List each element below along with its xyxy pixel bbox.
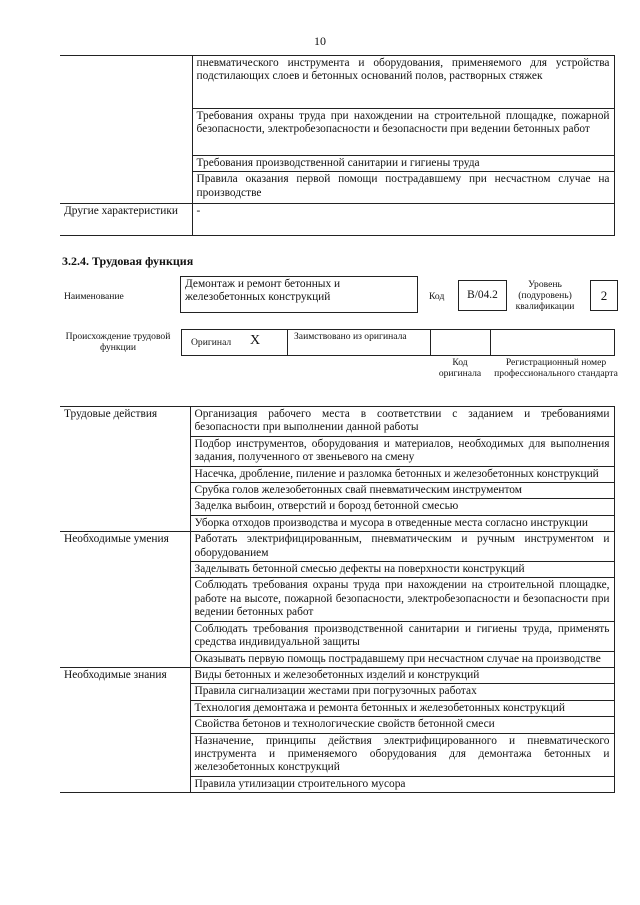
- requirement-cell: Требования производственной санитарии и гигиены труда: [192, 156, 614, 172]
- table-cell: Организация рабочего места в соответствии с заданием и требованиями безопасности при выполнении данной работы: [190, 407, 614, 437]
- row-header-required-knowledge: Необходимые знания: [60, 667, 190, 792]
- divider: [490, 330, 491, 355]
- divider: [430, 330, 431, 355]
- table-cell: Срубка голов железобетонных свай пневматическим инструментом: [190, 483, 614, 499]
- table-cell: Правила сигнализации жестами при погрузочных работах: [190, 684, 614, 700]
- row-header-required-skills: Необходимые умения: [60, 532, 190, 668]
- table-row: [60, 532, 614, 562]
- function-name-box: Демонтаж и ремонт бетонных и железобетонных конструкций: [180, 276, 418, 313]
- table-cell: Назначение, принципы действия электрифицированного и пневматического инструмента и применяемого оборудования для демонтажа бетонных и железобетонных конструкций: [190, 733, 614, 776]
- requirement-cell: Требования охраны труда при нахождении на строительной площадке, пожарной безопасности, электробезопасности и безопасности при ведении бетонных работ: [192, 109, 614, 156]
- table-cell: Соблюдать требования охраны труда при нахождении на строительной площадке, работе на высоте, пожарной безопасности, электробезопасности и безопасности при ведении бетонных работ: [190, 578, 614, 621]
- table-cell: Подбор инструментов, оборудования и материалов, необходимых для выполнения задания, полученного от звеньевого на смену: [190, 436, 614, 466]
- table-cell: Работать электрифицированным, пневматическим и ручным инструментом и оборудованием: [190, 532, 614, 562]
- table-cell: Свойства бетонов и технологические свойств бетонной смеси: [190, 717, 614, 733]
- code-label: Код: [429, 291, 445, 302]
- name-label: Наименование: [64, 291, 124, 302]
- row-header-empty: [60, 56, 192, 204]
- table-cell: Оказывать первую помощь пострадавшему при несчастном случае на производстве: [190, 651, 614, 667]
- original-mark: X: [250, 333, 261, 348]
- top-requirements-table: [60, 55, 615, 236]
- table-cell: Правила утилизации строительного мусора: [190, 776, 614, 792]
- row-header-other-characteristics: Другие характеристики: [60, 204, 192, 236]
- requirement-cell: пневматического инструмента и оборудования, применяемого для устройства подстилающих слоев и бетонных оснований полов, растворных стяжек: [192, 56, 614, 109]
- qualification-level-box: 2: [590, 280, 618, 311]
- table-cell: Заделывать бетонной смесью дефекты на поверхности конструкций: [190, 562, 614, 578]
- requirement-cell: Правила оказания первой помощи пострадавшему при несчастном случае на производстве: [192, 172, 614, 204]
- table-row: [60, 667, 614, 683]
- qualification-level-label: Уровень (подуровень) квалификации: [515, 279, 575, 312]
- table-cell: Технология демонтажа и ремонта бетонных и железобетонных конструкций: [190, 700, 614, 716]
- table-cell: Насечка, дробление, пиление и разломка бетонных и железобетонных конструкций: [190, 466, 614, 482]
- origin-row: [181, 329, 615, 356]
- table-row: [60, 204, 614, 236]
- function-code-box: B/04.2: [458, 280, 507, 311]
- original-label: Оригинал: [191, 337, 232, 348]
- registration-number-caption: Регистрационный номер профессионального стандарта: [494, 357, 618, 379]
- section-title: 3.2.4. Трудовая функция: [62, 254, 194, 268]
- table-cell: Виды бетонных и железобетонных изделий и конструкций: [190, 667, 614, 683]
- table-cell: Соблюдать требования производственной санитарии и гигиены труда, применять средства индивидуальной защиты: [190, 621, 614, 651]
- borrowed-label: Заимствовано из оригинала: [294, 331, 407, 342]
- table-cell: Заделка выбоин, отверстий и борозд бетонной смесью: [190, 499, 614, 515]
- original-code-caption: Код оригинала: [438, 357, 482, 379]
- page-number: 10: [314, 34, 326, 48]
- table-row: [60, 407, 614, 437]
- divider: [287, 330, 288, 355]
- table-cell: Уборка отходов производства и мусора в отведенные места согласно инструкции: [190, 515, 614, 531]
- row-header-labor-actions: Трудовые действия: [60, 407, 190, 532]
- origin-label: Происхождение трудовой функции: [65, 331, 171, 353]
- requirement-cell: -: [192, 204, 614, 236]
- table-row: [60, 56, 614, 109]
- labor-function-table: [60, 406, 615, 793]
